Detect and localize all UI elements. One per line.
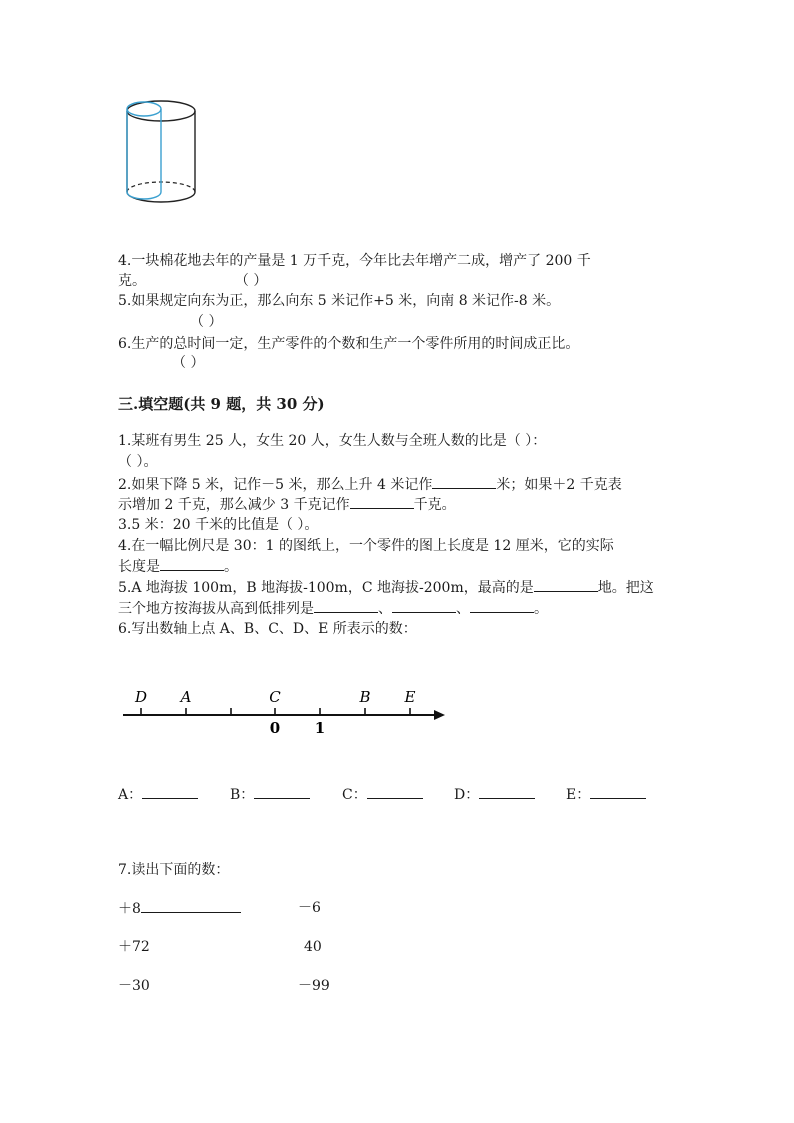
judge-q6-line1: 6.生产的总时间一定，生产零件的个数和生产一个零件所用的时间成正比。: [118, 336, 580, 352]
answer-e-label: E：: [566, 787, 591, 803]
fill-q5-blank-1[interactable]: [534, 577, 598, 592]
fill-q4-text-c: 。: [224, 559, 238, 575]
fill-q5-line2: [118, 598, 548, 619]
fill-q5-blank-2[interactable]: [314, 598, 378, 613]
answer-a: [118, 784, 198, 805]
number-row-1-left: [118, 898, 241, 919]
fill-q4-line2: [118, 556, 238, 577]
fill-q2-line1: [118, 474, 622, 495]
answer-b: [230, 784, 310, 805]
fill-q3: 3.5 米：20 千米的比值是（ ）。: [118, 517, 319, 533]
fill-q2-blank-2[interactable]: [350, 494, 414, 509]
answer-b-label: B：: [230, 787, 255, 803]
fill-q4-text-b: 长度是: [118, 559, 160, 575]
fill-q6: 6.写出数轴上点 A、B、C、D、E 所表示的数：: [118, 621, 417, 637]
fill-q1-line1: 1.某班有男生 25 人，女生 20 人，女生人数与全班人数的比是（ ）：: [118, 433, 547, 449]
judge-q4-line1: 4.一块棉花地去年的产量是 1 万千克，今年比去年增产二成，增产了 200 千: [118, 253, 591, 269]
point-label-c: C: [269, 688, 281, 706]
fill-q5-line1: [118, 577, 654, 598]
number-2: －6: [298, 900, 321, 916]
answer-d: [454, 784, 535, 805]
point-label-d: D: [134, 688, 148, 706]
tick-label-one: 1: [314, 719, 326, 737]
fill-q5-text-b: 地。把这: [597, 580, 654, 596]
point-label-e: E: [404, 688, 416, 706]
fill-q2-line2: [118, 494, 456, 515]
fill-q1-line2: （ ）。: [118, 454, 158, 470]
fill-q5-blank-4[interactable]: [470, 598, 534, 613]
tick-label-zero: 0: [269, 719, 281, 737]
fill-q4-blank[interactable]: [160, 556, 224, 571]
fill-q5-sep-1: 、: [378, 601, 392, 617]
judge-q4-line2: [118, 271, 267, 291]
answer-c-label: C：: [342, 787, 367, 803]
number-line-arrow: [434, 710, 445, 720]
answer-d-blank[interactable]: [479, 784, 535, 799]
fill-q5-end: 。: [534, 601, 548, 617]
fill-q5-sep-2: 、: [456, 601, 470, 617]
point-label-a: A: [180, 688, 192, 706]
fill-q5-text-a: 5.A 地海拔 100m，B 地海拔-100m，C 地海拔-200m，最高的是: [118, 580, 534, 596]
number-1-blank[interactable]: [141, 898, 241, 913]
number-1: ＋8: [118, 901, 141, 917]
judge-q4-text: 克。: [118, 273, 146, 289]
section-3-title: 三.填空题(共 9 题，共 30 分): [118, 395, 325, 413]
number-6: －99: [298, 978, 330, 994]
fill-q5-text-c: 三个地方按海拔从高到低排列是: [118, 601, 314, 617]
fill-q7: 7.读出下面的数：: [118, 862, 230, 878]
answer-c: [342, 784, 423, 805]
answer-d-label: D：: [454, 787, 480, 803]
fill-q2-text-b: 米；如果＋2 千克表: [496, 477, 622, 493]
inner-cylinder-top: [127, 102, 161, 116]
fill-q5-blank-3[interactable]: [392, 598, 456, 613]
number-4: 40: [304, 939, 322, 955]
answer-c-blank[interactable]: [367, 784, 423, 799]
number-3: ＋72: [118, 939, 150, 955]
judge-q6-answer-paren[interactable]: （ ）: [172, 355, 205, 371]
number-line: [115, 680, 455, 740]
answer-e-blank[interactable]: [590, 784, 646, 799]
judge-q4-answer-paren[interactable]: （ ）: [234, 273, 268, 289]
judge-q5-answer-paren[interactable]: （ ）: [190, 314, 223, 330]
judge-q5-line1: 5.如果规定向东为正，那么向东 5 米记作+5 米，向南 8 米记作-8 米。: [118, 293, 561, 309]
answer-a-label: A：: [118, 787, 143, 803]
fill-q2-blank-1[interactable]: [432, 474, 496, 489]
fill-q2-text-c: 示增加 2 千克，那么减少 3 千克记作: [118, 497, 350, 513]
fill-q2-text-a: 2.如果下降 5 米，记作－5 米，那么上升 4 米记作: [118, 477, 433, 493]
answer-e: [566, 784, 646, 805]
answer-b-blank[interactable]: [254, 784, 310, 799]
point-label-b: B: [359, 688, 371, 706]
fill-q2-text-d: 千克。: [413, 497, 456, 513]
number-5: －30: [118, 978, 150, 994]
answer-a-blank[interactable]: [142, 784, 198, 799]
cylinder-figure: [120, 96, 204, 212]
fill-q4-line1: 4.在一幅比例尺是 30：1 的图纸上，一个零件的图上长度是 12 厘米，它的实际: [118, 538, 614, 554]
